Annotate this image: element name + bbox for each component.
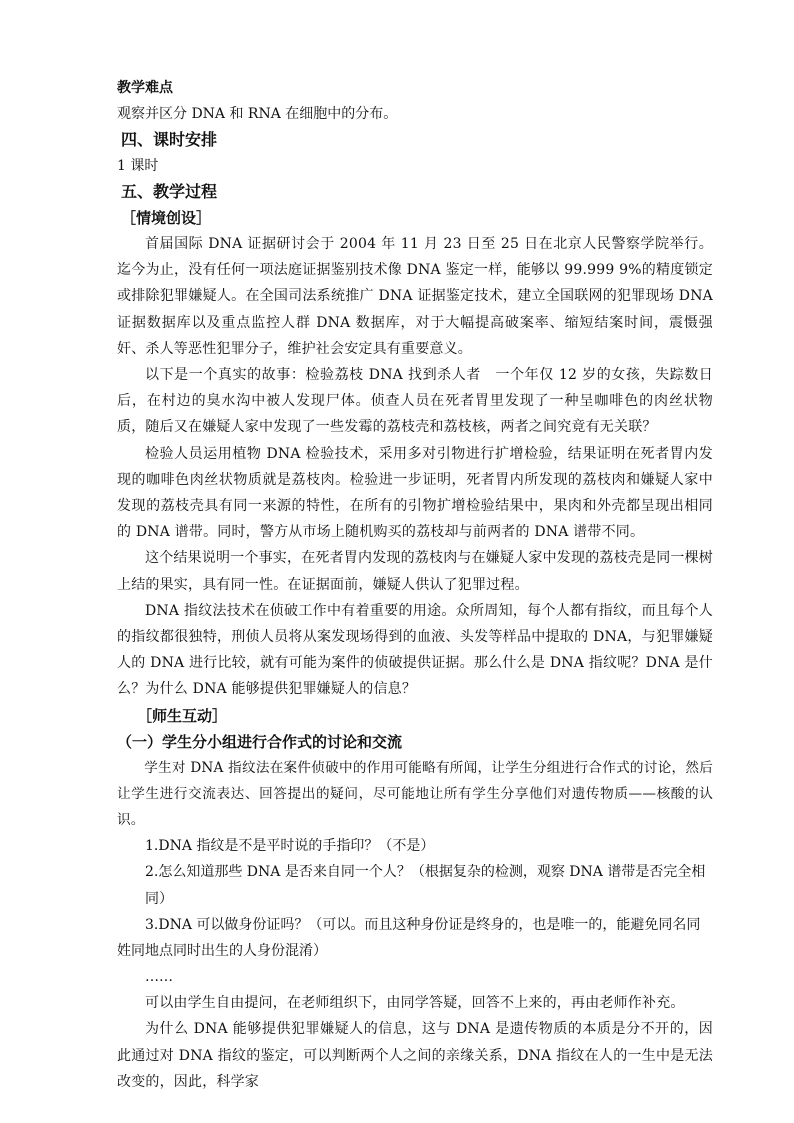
interaction-intro: 学生对 DNA 指纹法在案件侦破中的作用可能略有所闻，让学生分组进行合作式的讨论，然后让学生进行交流表达、回答提出的疑问，尽可能地让所有学生分享他们对遗传物质——核酸的认识。 — [117, 759, 713, 829]
interaction-label: ［师生互动］ — [137, 706, 228, 725]
difficulty-heading: 教学难点 — [117, 80, 173, 96]
free-question-paragraph: 可以由学生自由提问，在老师组织下，由同学答疑，回答不上来的，再由老师作补充。 — [145, 995, 685, 1012]
scene-label: ［情境创设］ — [121, 209, 212, 227]
ellipsis: …… — [145, 969, 173, 986]
question-item: 2.怎么知道那些 DNA 是否来自同一个人？（根据复杂的检测，观察 DNA 谱带是否完全相同） — [145, 864, 706, 907]
document-body — [117, 75, 713, 1095]
scene-paragraph: 以下是一个真实的故事：检验荔枝 DNA 找到杀人者 一个年仅 12 岁的女孩，失踪数日后，在村边的臭水沟中被人发现尸体。侦查人员在死者胃里发现了一种呈咖啡色的肉丝状物质，随后又在嫌疑人家中发现了一些发霉的荔枝壳和荔枝核，两者之间究竟有无关联？ — [117, 367, 713, 436]
scene-paragraph: 这个结果说明一个事实，在死者胃内发现的荔枝肉与在嫌疑人家中发现的荔枝壳是同一棵树上结的果实，具有同一性。在证据面前，嫌疑人供认了犯罪过程。 — [117, 550, 713, 593]
interaction-subheading: （一）学生分小组进行合作式的讨论和交流 — [117, 732, 403, 751]
question-item: 3.DNA 可以做身份证吗？（可以。而且这种身份证是终身的，也是唯一的，能避免同名同姓同地点同时出生的人身份混淆） — [117, 916, 701, 960]
scene-paragraph: DNA 指纹法技术在侦破工作中有着重要的用途。众所周知，每个人都有指纹，而且每个人的指纹都很独特，刑侦人员将从案发现场得到的血液、头发等样品中提取的 DNA，与犯罪嫌疑人的 DNA 进行比较，就有可能为案件的侦破提供证据。那么什么是 DNA 指纹呢？DNA 是什么？为什么 DNA 能够提供犯罪嫌疑人的信息？ — [117, 602, 713, 698]
question-item: 1.DNA 指纹是不是平时说的手指印？（不是） — [145, 838, 435, 855]
closing-paragraph: 为什么 DNA 能够提供犯罪嫌疑人的信息，这与 DNA 是遗传物质的本质是分不开的，因此通过对 DNA 指纹的鉴定，可以判断两个人之间的亲缘关系，DNA 指纹在人的一生中是无法改变的，因此，科学家 — [117, 1021, 713, 1090]
difficulty-text: 观察并区分 DNA 和 RNA 在细胞中的分布。 — [117, 106, 398, 122]
section4-text: 1 课时 — [117, 158, 159, 174]
section5-heading: 五、教学过程 — [121, 182, 218, 201]
scene-paragraph: 首届国际 DNA 证据研讨会于 2004 年 11 月 23 日至 25 日在北京人民警察学院举行。迄今为止，没有任何一项法庭证据鉴别技术像 DNA 鉴定一样，能够以 99.999 9%的精度锁定或排除犯罪嫌疑人。在全国司法系统推广 DNA 证据鉴定技术，建立全国联网的犯罪现场 DNA 证据数据库以及重点监控人群 DNA 数据库，对于大幅提高破案率、缩短结案时间，震慑强奸、杀人等恶性犯罪分子，维护社会安定具有重要意义。 — [117, 236, 713, 357]
section4-heading: 四、课时安排 — [121, 130, 218, 149]
scene-paragraph: 检验人员运用植物 DNA 检验技术，采用多对引物进行扩增检验，结果证明在死者胃内发现的咖啡色肉丝状物质就是荔枝肉。检验进一步证明，死者胃内所发现的荔枝肉和嫌疑人家中发现的荔枝壳具有同一来源的特性，在所有的引物扩增检验结果中，果肉和外壳都呈现出相同的 DNA 谱带。同时，警方从市场上随机购买的荔枝却与前两者的 DNA 谱带不同。 — [117, 445, 713, 541]
